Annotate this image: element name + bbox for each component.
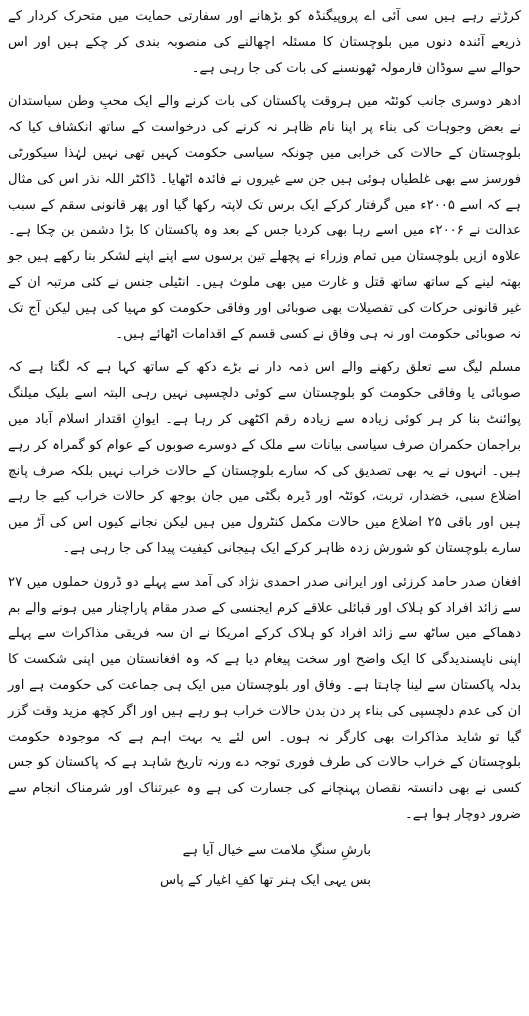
article-paragraph-1: کرڑتے رہے ہیں سی آئی اے پروپیگنڈہ کو بڑھانے اور سفارتی حمایت میں متحرک کردار کے ذریعے آئندہ دنوں میں بلوچستان کا مسئلہ اچھالنے کی منصوبہ بندی کر چکے ہیں اور اس حوالے سے سوڈان فارمولہ ٹھونسنے کی بات کی جا رہی ہے۔ [8,9,521,76]
article-paragraph-4: افغان صدر حامد کرزئی اور ایرانی صدر احمدی نژاد کی آمد سے پہلے دو ڈرون حملوں میں ۲۷ سے زائد افراد کو ہلاک اور قبائلی علاقے کرم ایجنسی کے صدر مقام پاراچنار میں ہونے والے بم دھماکے میں ساٹھ سے زائد افراد کو ہلاک کرکے امریکا نے ان سہ فریقی مذاکرات سے پہلے اپنی ناپسندیدگی کا ایک واضح اور سخت پیغام دیا ہے کہ وہ افغانستان میں اپنی شکست کا بدلہ پاکستان سے لینا چاہتا ہے۔ وفاق اور بلوچستان میں ایک ہی جماعت کی حکومت ہے اور ان کی عدم دلچسپی کی بناء پر دن بدن حالات خراب ہو رہے ہیں اور اگر کچھ مزید وقت گزر گیا تو شاید مذاکرات بھی کارگر نہ ہوں۔ اس لئے یہ بہت اہم ہے کہ موجودہ حکومت بلوچستان کے خراب حالات کی طرف فوری توجہ دے ورنہ تاریخ شاہد ہے کہ پاکستان کو جس کسی نے بھی دانستہ نقصان پہنچانے کی جسارت کی ہے وہ عبرتناک اور شرمناک انجام سے ضرور دوچار ہوا ہے۔ [8,574,521,822]
article-paragraph-2: ادھر دوسری جانب کوئٹہ میں ہروقت پاکستان کی بات کرنے والے ایک محبِ وطن سیاستدان نے بعض وجوہات کی بناء پر اپنا نام ظاہر نہ کرنے کی درخواست کے ساتھ انکشاف کیا کہ بلوچستان کے حالات کی خرابی میں چونکہ سیاسی حکومت کہیں تھی نہیں لہٰذا سیکورٹی فورسز سے بھی غلطیاں ہوئی ہیں جن سے غیروں نے فائدہ اٹھایا۔ ڈاکٹر اللہ نذر اس کی مثال ہے کہ اسے ۲۰۰۵ء میں گرفتار کرکے ایک برس تک لاپتہ رکھا گیا اور پھر قانونی سقم کے سبب عدالت نے ۲۰۰۶ء میں اسے رہا بھی کردیا جس کے بعد وہ پاکستان کا بڑا دشمن بن چکا ہے۔ علاوہ ازیں بلوچستان میں تمام وزراء نے پچھلے تین برسوں سے اپنے اپنے لشکر بنا رکھے ہیں جو بھتہ لینے کے ساتھ ساتھ قتل و غارت میں بھی ملوث ہیں۔ انٹیلی جنس نے کئی مرتبہ ان کے غیر قانونی حرکات کی تفصیلات بھی صوبائی اور وفاقی حکومت کو مہیا کی ہیں لیکن آج تک نہ صوبائی حکومت اور نہ ہی وفاق نے کسی قسم کے اقدامات اٹھائے ہیں۔ [8,94,521,342]
couplet-line-1: بارشِ سنگِ ملامت سے خیال آیا ہے [182,842,371,858]
closing-couplet [8,836,521,896]
couplet-line-2: بس یہی ایک ہنر تھا کفِ اغیار کے پاس [160,872,371,888]
article-paragraph-3: مسلم لیگ سے تعلق رکھنے والے اس ذمہ دار نے بڑے دکھ کے ساتھ کہا ہے کہ لگتا ہے کہ صوبائی یا وفاقی حکومت کو بلوچستان سے کوئی دلچسپی نہیں رہی البتہ اسے بلیک میلنگ پوائنٹ بنا کر ہر کوئی زیادہ سے زیادہ رقم اکٹھی کر رہا ہے۔ ایوانِ اقتدار اسلام آباد میں براجمان حکمران صرف سیاسی بیانات سے ملک کے دوسرے صوبوں کے عوام کو گمراہ کر رہے ہیں۔ انہوں نے یہ بھی تصدیق کی کہ سارے بلوچستان کے حالات خراب نہیں بلکہ صرف پانچ اضلاع سبی، خضدار، تربت، کوئٹہ اور ڈیرہ بگٹی میں جان بوجھ کر حالات خراب کیے جا رہے ہیں اور باقی ۲۵ اضلاع میں حالات مکمل کنٹرول میں ہیں لیکن نجانے کیوں اس کی آڑ میں سارے بلوچستان کو شورش زدہ ظاہر کرکے ایک ہیجانی کیفیت پیدا کی جا رہی ہے۔ [8,360,521,556]
